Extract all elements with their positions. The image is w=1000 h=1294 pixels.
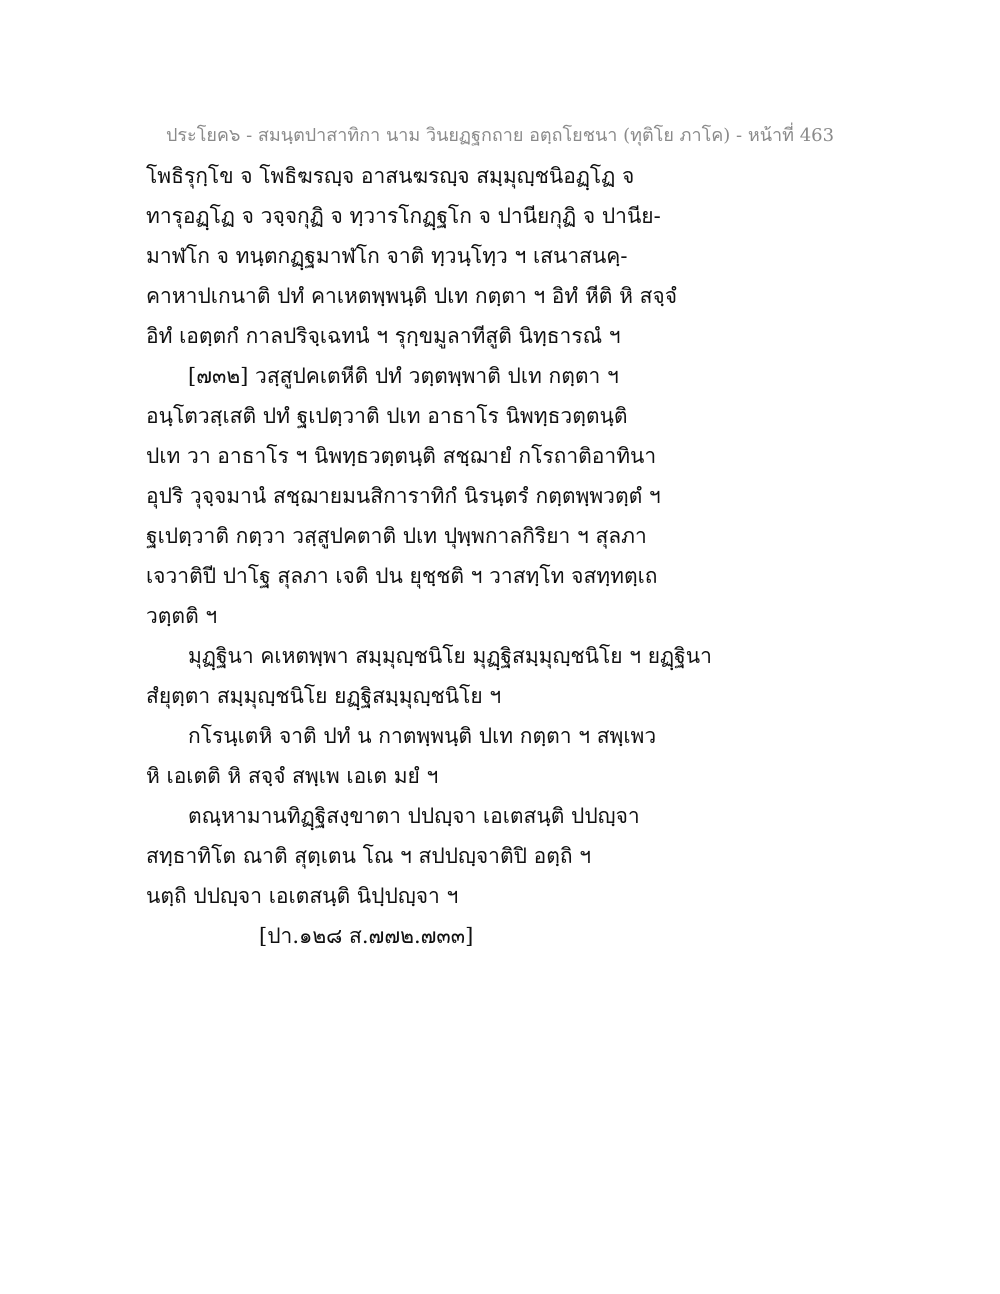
text-line: วตฺตติ ฯ	[146, 604, 218, 628]
page-header-text: ประโยค๖ - สมนฺตปาสาทิกา นาม วินยฏฐกถาย อตฺถโยชนา (ทุติโย ภาโค) - หน้าที่ 463	[165, 125, 835, 146]
paragraph-start-line: ตณฺหามานทิฏฺฐิสงฺขาตา ปปญฺจา เอเตสนฺติ ปปญฺจา	[188, 804, 640, 828]
text-line: โพธิรุกฺโข จ โพธิฆรญฺจ อาสนฆรญฺจ สมฺมุญฺชนิอฏฺโฏ จ	[146, 164, 635, 188]
body-text	[146, 156, 866, 956]
text-line: สํยุตฺตา สมฺมุญฺชนิโย ยฏฺฐิสมฺมุญฺชนิโย ฯ	[146, 684, 502, 708]
text-line: มาฬโก จ ทนฺตกฏฺฐมาฬโก จาติ ทฺวนฺโทฺว ฯ เสนาสนคฺ-	[146, 244, 628, 268]
text-line: อิทํ เอตฺตกํ กาลปริจฺเฉทนํ ฯ รุกฺขมูลาทีสูติ นิทฺธารณํ ฯ	[146, 324, 621, 348]
paragraph-start-line: [๗๓๒] วสฺสูปคเตหีติ ปทํ วตฺตพฺพาติ ปเท กตฺตา ฯ	[188, 364, 619, 388]
text-line: ปเท วา อาธาโร ฯ นิพทฺธวตฺตนฺติ สชฺฌายํ กโรถาติอาทินา	[146, 444, 657, 468]
text-line: อนฺโตวสฺเสติ ปทํ ฐเปตฺวาติ ปเท อาธาโร นิพทฺธวตฺตนฺติ	[146, 404, 628, 428]
text-line: หิ เอเตติ หิ สจฺจํ สพฺเพ เอเต มยํ ฯ	[146, 764, 439, 788]
paragraph-start-line: มุฏฺฐินา คเหตพฺพา สมฺมุญฺชนิโย มุฏฺฐิสมฺมุญฺชนิโย ฯ ยฏฺฐินา	[188, 644, 712, 668]
paragraph-start-line: กโรนฺเตหิ จาติ ปทํ น กาตพฺพนฺติ ปเท กตฺตา ฯ สพฺเพว	[188, 724, 657, 748]
text-line: ทารุอฏฺโฏ จ วจฺจกุฏิ จ ทฺวารโกฏฺฐโก จ ปานียกุฏิ จ ปานีย-	[146, 204, 661, 228]
text-line: นตฺถิ ปปญฺจา เอเตสนฺติ นิปฺปญฺจา ฯ	[146, 884, 459, 908]
text-line: ฐเปตฺวาติ กตฺวา วสฺสูปคตาติ ปเท ปุพฺพกาลกิริยา ฯ สุลภา	[146, 524, 647, 548]
text-line: คาหาปเกนาติ ปทํ คาเหตพฺพนฺติ ปเท กตฺตา ฯ อิทํ หีติ หิ สจฺจํ	[146, 284, 678, 308]
text-line: อุปริ วุจฺจมานํ สชฺฌายมนสิการาทิกํ นิรนฺตรํ กตฺตพฺพวตฺตํ ฯ	[146, 484, 661, 508]
page-reference: [ปา.๑๒๘ ส.๗๗๒.๗๓๓]	[259, 924, 474, 948]
text-line: เจวาติปี ปาโฐ สุลภา เจติ ปน ยุชฺชติ ฯ วาสทฺโท จสทฺทตฺเถ	[146, 564, 658, 588]
text-line: สทฺธาทิโต ณาติ สุตฺเตน โณ ฯ สปปญฺจาติปิ อตฺถิ ฯ	[146, 844, 592, 868]
page-header	[0, 120, 1000, 149]
